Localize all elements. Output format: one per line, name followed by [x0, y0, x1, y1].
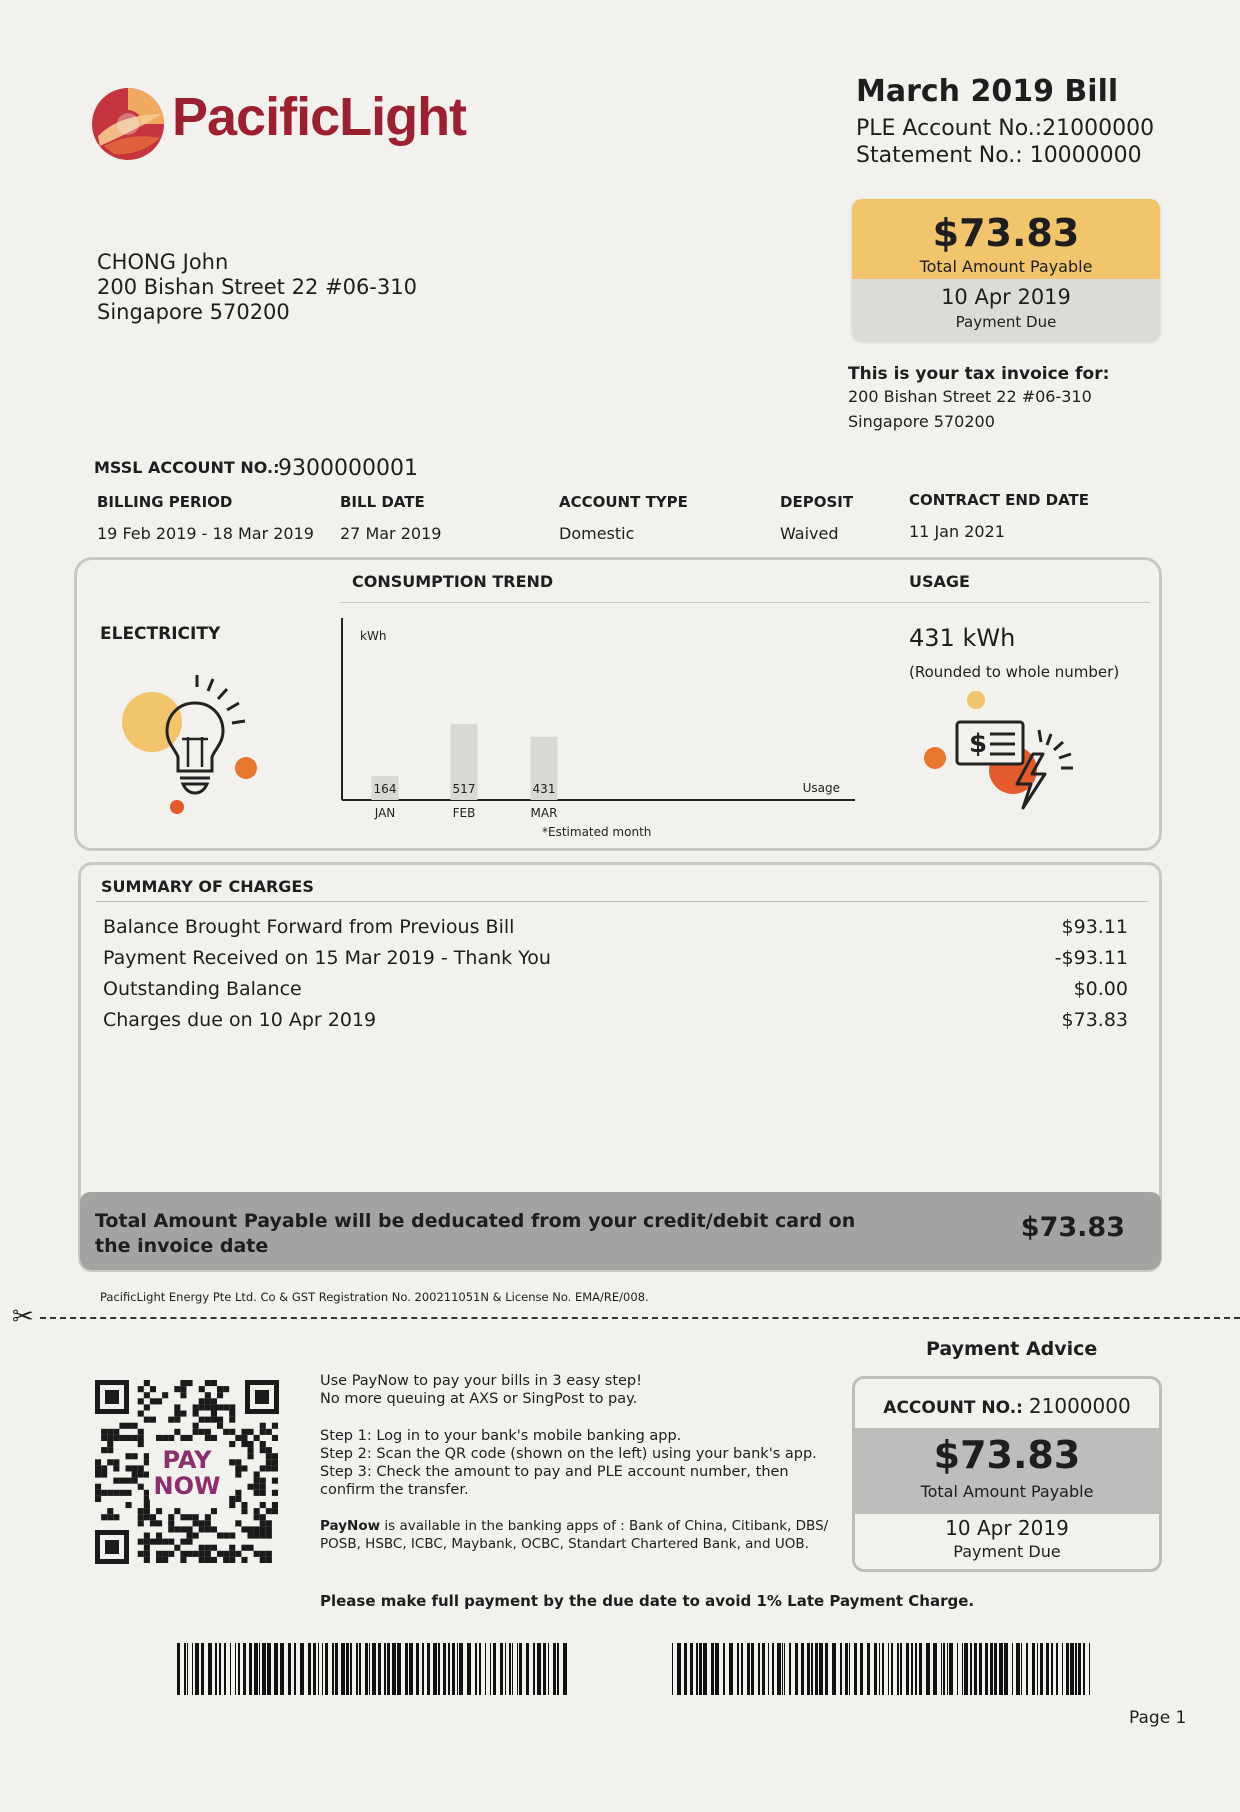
bar-value-label: 431: [532, 782, 556, 796]
tax-invoice-line-1: 200 Bishan Street 22 #06-310: [848, 387, 1092, 406]
paynow-banks: POSB, HSBC, ICBC, Maybank, OCBC, Standart Chartered Bank, and UOB.: [320, 1536, 809, 1552]
x-axis-label: Usage: [802, 781, 840, 795]
summary-row-label: Charges due on 10 Apr 2019: [103, 1009, 377, 1031]
total-payable-note: Total Amount Payable will be deducated from your credit/debit card on the invoice date: [95, 1210, 856, 1257]
panel-divider: [340, 602, 1150, 603]
due-label: Payment Due: [955, 313, 1057, 331]
summary-row-label: Payment Received on 15 Mar 2019 - Thank You: [103, 947, 551, 969]
svg-text:$: $: [969, 729, 988, 759]
consumption-chart: [330, 610, 870, 850]
paynow-step: Step 3: Check the amount to pay and PLE account number, then: [320, 1464, 789, 1480]
paynow-step: Step 1: Log in to your bank's mobile banking app.: [320, 1428, 682, 1444]
paynow-qr-code[interactable]: [93, 1378, 281, 1566]
customer-address-line-1: 200 Bishan Street 22 #06-310: [97, 275, 417, 299]
usage-value: 431 kWh: [909, 624, 1016, 652]
payment-advice-due-date: 10 Apr 2019: [945, 1516, 1069, 1540]
paynow-logo-text: NOW: [153, 1472, 221, 1500]
bill-date-value: 27 Mar 2019: [340, 524, 442, 543]
category-tick-label: JAN: [374, 806, 396, 820]
payment-advice-due-label: Payment Due: [953, 1542, 1061, 1561]
bar-value-label: 164: [373, 782, 397, 796]
due-date: 10 Apr 2019: [941, 285, 1071, 309]
paynow-banks: [320, 1517, 828, 1535]
summary-row-label: Balance Brought Forward from Previous Bill: [103, 916, 515, 938]
paynow-logo-text: PAY: [162, 1446, 212, 1474]
tax-invoice-line-2: Singapore 570200: [848, 412, 995, 431]
y-axis-label: kWh: [360, 629, 387, 643]
bill-payment-icon: [915, 690, 1095, 820]
consumption-trend-heading: CONSUMPTION TREND: [352, 572, 554, 591]
summary-row-label: Outstanding Balance: [103, 978, 302, 1000]
paynow-intro: Use PayNow to pay your bills in 3 easy step!: [320, 1373, 642, 1389]
tax-invoice-heading: This is your tax invoice for:: [848, 364, 1110, 384]
total-amount-label: Total Amount Payable: [919, 257, 1093, 276]
deposit-label: DEPOSIT: [780, 493, 854, 511]
amount-highlight: [852, 199, 1160, 279]
deposit-value: Waived: [780, 524, 839, 543]
bar-value-label: 517: [452, 782, 476, 796]
contract-end-label: CONTRACT END DATE: [909, 491, 1090, 509]
summary-row-amount: $93.11: [1061, 916, 1128, 938]
brand-name: PacificLight: [172, 87, 467, 147]
payment-advice-amount-band: [855, 1428, 1159, 1514]
summary-row-amount: -$93.11: [1054, 947, 1128, 969]
summary-divider: [96, 901, 1148, 902]
category-tick-label: MAR: [530, 806, 558, 820]
lightbulb-icon: [115, 665, 265, 825]
amount-payable-box: [852, 199, 1160, 341]
paynow-intro: No more queuing at AXS or SingPost to pay.: [320, 1391, 638, 1407]
mssl-account-label: MSSL ACCOUNT NO.:: [94, 458, 280, 477]
summary-heading: SUMMARY OF CHARGES: [101, 877, 314, 896]
page-number: Page 1: [1129, 1708, 1187, 1728]
account-number-value: 21000000: [1028, 1394, 1131, 1418]
billing-period-label: BILLING PERIOD: [97, 493, 233, 511]
paynow-step: confirm the transfer.: [320, 1482, 469, 1498]
billing-period-value: 19 Feb 2019 - 18 Mar 2019: [97, 524, 314, 543]
contract-end-value: 11 Jan 2021: [909, 522, 1005, 541]
usage-note: (Rounded to whole number): [909, 663, 1120, 681]
cut-line: [40, 1317, 1240, 1319]
total-payable-amount: $73.83: [1020, 1212, 1125, 1243]
paynow-bold: PayNow: [320, 1518, 381, 1534]
payment-advice-amount: $73.83: [933, 1433, 1081, 1477]
barcode: [177, 1643, 569, 1695]
statement-number: Statement No.: 10000000: [856, 143, 1142, 168]
payment-advice-account: [852, 1394, 1162, 1418]
customer-name: CHONG John: [97, 250, 229, 274]
summary-row-amount: $73.83: [1061, 1009, 1128, 1031]
category-tick-label: FEB: [452, 806, 476, 820]
estimated-month-note: *Estimated month: [542, 825, 652, 839]
payment-advice-heading: Payment Advice: [926, 1338, 1098, 1360]
electricity-label: ELECTRICITY: [100, 624, 221, 644]
paynow-banks-text: is available in the banking apps of : Bank of China, Citibank, DBS/: [380, 1518, 829, 1534]
customer-address-line-2: Singapore 570200: [97, 300, 290, 324]
ple-account-number: PLE Account No.:21000000: [856, 116, 1155, 141]
scissors-icon: ✂: [12, 1302, 34, 1332]
paynow-step: Step 2: Scan the QR code (shown on the left) using your bank's app.: [320, 1446, 817, 1462]
summary-row-amount: $0.00: [1073, 978, 1128, 1000]
total-amount: $73.83: [932, 211, 1080, 255]
payment-advice-amount-label: Total Amount Payable: [920, 1482, 1094, 1501]
barcode: [672, 1643, 1094, 1695]
account-type-value: Domestic: [559, 524, 635, 543]
usage-heading: USAGE: [909, 572, 970, 591]
account-type-label: ACCOUNT TYPE: [559, 493, 688, 511]
mssl-account-value: 9300000001: [278, 456, 418, 481]
late-payment-notice: Please make full payment by the due date to avoid 1% Late Payment Charge.: [320, 1592, 975, 1610]
bill-title: March 2019 Bill: [856, 74, 1119, 109]
account-number-label: ACCOUNT NO.:: [883, 1398, 1023, 1418]
bill-date-label: BILL DATE: [340, 493, 425, 511]
registration-info: PacificLight Energy Pte Ltd. Co & GST Registration No. 200211051N & License No. EMA/RE/008.: [100, 1290, 649, 1304]
due-section: [852, 279, 1160, 341]
